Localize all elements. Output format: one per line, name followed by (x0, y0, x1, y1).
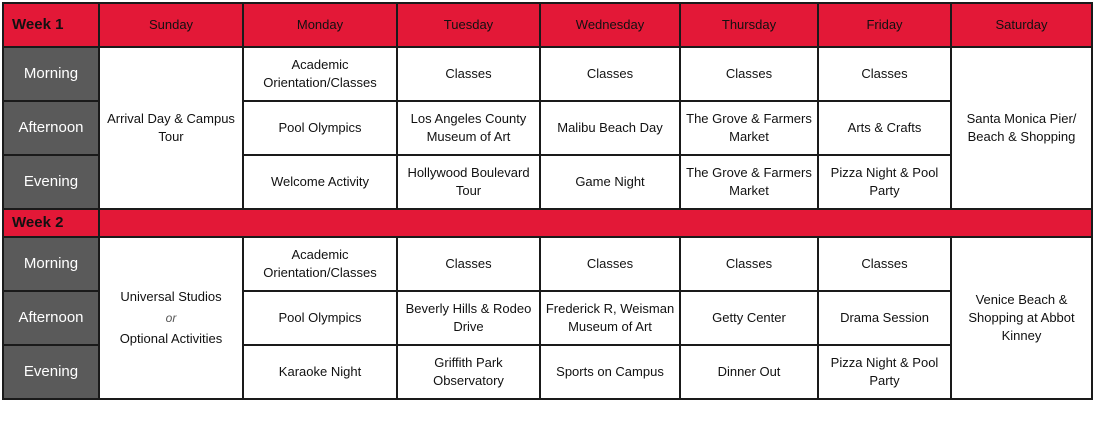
schedule-table (2, 2, 1093, 400)
schedule-cell: Pizza Night & Pool Party (818, 155, 951, 209)
schedule-cell: Karaoke Night (243, 345, 397, 399)
schedule-cell: Pool Olympics (243, 291, 397, 345)
schedule-cell: Arts & Crafts (818, 101, 951, 155)
day-tuesday: Tuesday (397, 3, 540, 47)
schedule-cell: Academic Orientation/Classes (243, 47, 397, 101)
slot-afternoon: Afternoon (3, 291, 99, 345)
schedule-cell: Classes (680, 237, 818, 291)
week2-sunday-or: or (165, 311, 177, 325)
week2-header-row (3, 209, 1092, 237)
schedule-cell: Classes (397, 47, 540, 101)
schedule-cell: Beverly Hills & Rodeo Drive (397, 291, 540, 345)
day-sunday: Sunday (99, 3, 243, 47)
schedule-cell: Classes (818, 47, 951, 101)
day-wednesday: Wednesday (540, 3, 680, 47)
schedule-cell: The Grove & Farmers Market (680, 155, 818, 209)
schedule-cell: Classes (540, 47, 680, 101)
slot-morning: Morning (3, 47, 99, 101)
schedule-cell: Classes (397, 237, 540, 291)
slot-evening: Evening (3, 155, 99, 209)
schedule-cell: Griffith Park Observatory (397, 345, 540, 399)
week1-saturday-cell: Santa Monica Pier/ Beach & Shopping (951, 47, 1092, 209)
schedule-cell: Classes (680, 47, 818, 101)
week2-saturday-cell: Venice Beach & Shopping at Abbot Kinney (951, 237, 1092, 399)
schedule-cell: Dinner Out (680, 345, 818, 399)
week2-sunday-line1: Universal Studios (120, 289, 222, 304)
schedule-cell: Los Angeles County Museum of Art (397, 101, 540, 155)
week1-morning-row (3, 47, 1092, 101)
week2-morning-row (3, 237, 1092, 291)
schedule-cell: Game Night (540, 155, 680, 209)
slot-evening: Evening (3, 345, 99, 399)
week2-sunday-line2: Optional Activities (119, 331, 223, 346)
schedule-cell: Frederick R, Weisman Museum of Art (540, 291, 680, 345)
week2-banner (99, 209, 1092, 237)
schedule-cell: Pizza Night & Pool Party (818, 345, 951, 399)
schedule-cell: Classes (818, 237, 951, 291)
day-friday: Friday (818, 3, 951, 47)
slot-afternoon: Afternoon (3, 101, 99, 155)
week2-sunday-cell (99, 237, 243, 399)
schedule-cell: Drama Session (818, 291, 951, 345)
week2-label: Week 2 (3, 209, 99, 237)
day-thursday: Thursday (680, 3, 818, 47)
schedule-cell: Welcome Activity (243, 155, 397, 209)
schedule-cell: The Grove & Farmers Market (680, 101, 818, 155)
schedule-cell: Hollywood Boulevard Tour (397, 155, 540, 209)
week1-label: Week 1 (3, 3, 99, 47)
week1-sunday-cell: Arrival Day & Campus Tour (99, 47, 243, 209)
schedule-cell: Sports on Campus (540, 345, 680, 399)
schedule-cell: Pool Olympics (243, 101, 397, 155)
header-row (3, 3, 1092, 47)
slot-morning: Morning (3, 237, 99, 291)
day-saturday: Saturday (951, 3, 1092, 47)
schedule-cell: Classes (540, 237, 680, 291)
schedule-cell: Getty Center (680, 291, 818, 345)
day-monday: Monday (243, 3, 397, 47)
schedule-cell: Academic Orientation/Classes (243, 237, 397, 291)
schedule-cell: Malibu Beach Day (540, 101, 680, 155)
